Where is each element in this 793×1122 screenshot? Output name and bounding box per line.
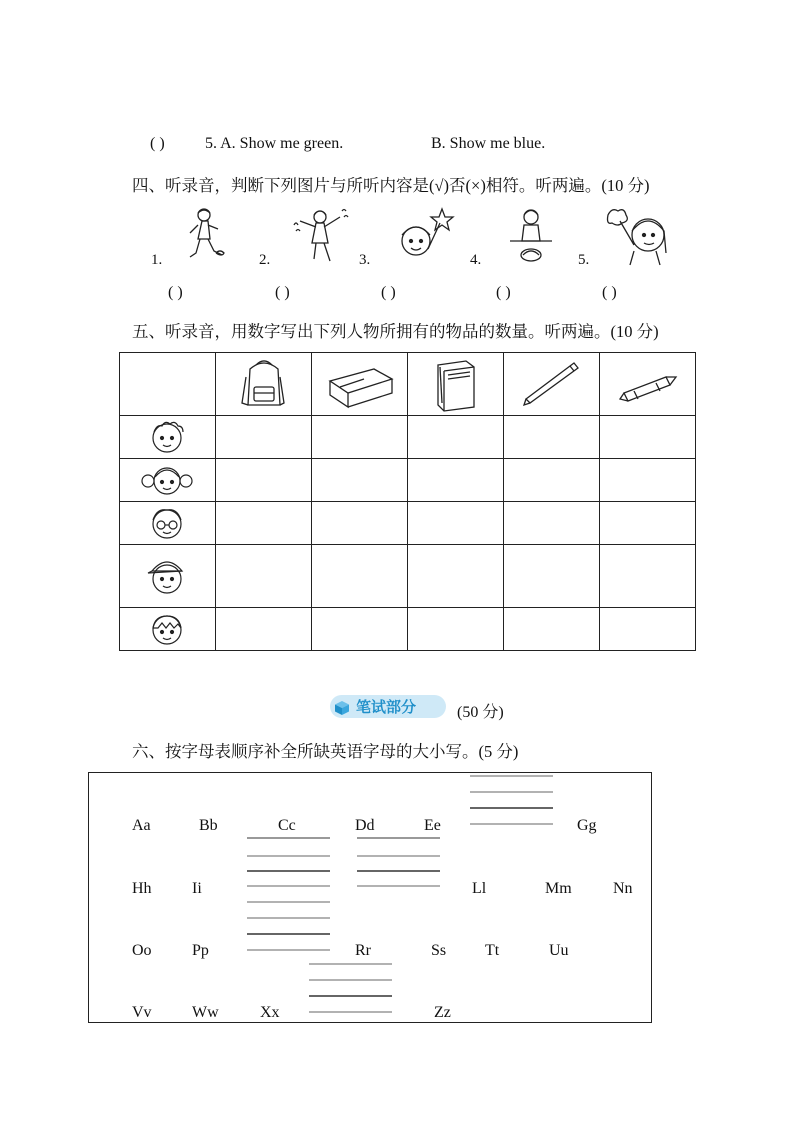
letter-pair: Cc bbox=[278, 817, 296, 834]
section4-item-number: 5. bbox=[578, 252, 590, 268]
letter-pair: Pp bbox=[192, 942, 209, 959]
section4-item-number: 3. bbox=[359, 252, 371, 268]
letter-pair: Vv bbox=[132, 1004, 152, 1021]
letter-pair: Rr bbox=[355, 942, 371, 959]
letter-pair: Ee bbox=[424, 817, 441, 834]
section5-heading: 五、听录音，用数字写出下列人物所拥有的物品的数量。听两遍。(10 分) bbox=[132, 322, 659, 341]
letter-pair: Xx bbox=[260, 1004, 280, 1021]
letter-pair: Zz bbox=[434, 1004, 451, 1021]
written-section-title: 笔试部分 bbox=[356, 698, 417, 716]
letter-pair: Gg bbox=[577, 817, 597, 834]
section4-answer-paren[interactable]: ( ) bbox=[496, 284, 511, 301]
letter-pair: Aa bbox=[132, 817, 151, 834]
letter-pair: Ll bbox=[472, 880, 487, 897]
q5-option-a: 5. A. Show me green. bbox=[205, 135, 344, 152]
letter-pair: Dd bbox=[355, 817, 375, 834]
letter-pair: Ii bbox=[192, 880, 202, 897]
letter-pair: Nn bbox=[613, 880, 633, 897]
section4-heading: 四、听录音，判断下列图片与所听内容是(√)否(×)相符。听两遍。(10 分) bbox=[132, 176, 650, 195]
letter-pair: Hh bbox=[132, 880, 152, 897]
section4-item-number: 2. bbox=[259, 252, 271, 268]
section4-answer-paren[interactable]: ( ) bbox=[275, 284, 290, 301]
written-section-points: (50 分) bbox=[457, 704, 504, 721]
letter-pair: Uu bbox=[549, 942, 569, 959]
letter-pair: Mm bbox=[545, 880, 572, 897]
section4-answer-paren[interactable]: ( ) bbox=[381, 284, 396, 301]
section4-item-number: 4. bbox=[470, 252, 482, 268]
q5-option-b: B. Show me blue. bbox=[431, 135, 546, 152]
letter-pair: Ww bbox=[192, 1004, 219, 1021]
q5-answer-paren[interactable]: ( ) bbox=[150, 135, 165, 152]
section4-answer-paren[interactable]: ( ) bbox=[168, 284, 183, 301]
letter-pair: Bb bbox=[199, 817, 218, 834]
letter-pair: Ss bbox=[431, 942, 447, 959]
letter-pair: Tt bbox=[485, 942, 500, 959]
section4-item-number: 1. bbox=[151, 252, 163, 268]
section4-answer-paren[interactable]: ( ) bbox=[602, 284, 617, 301]
section6-heading: 六、按字母表顺序补全所缺英语字母的大小写。(5 分) bbox=[132, 742, 519, 761]
letter-pair: Oo bbox=[132, 942, 152, 959]
